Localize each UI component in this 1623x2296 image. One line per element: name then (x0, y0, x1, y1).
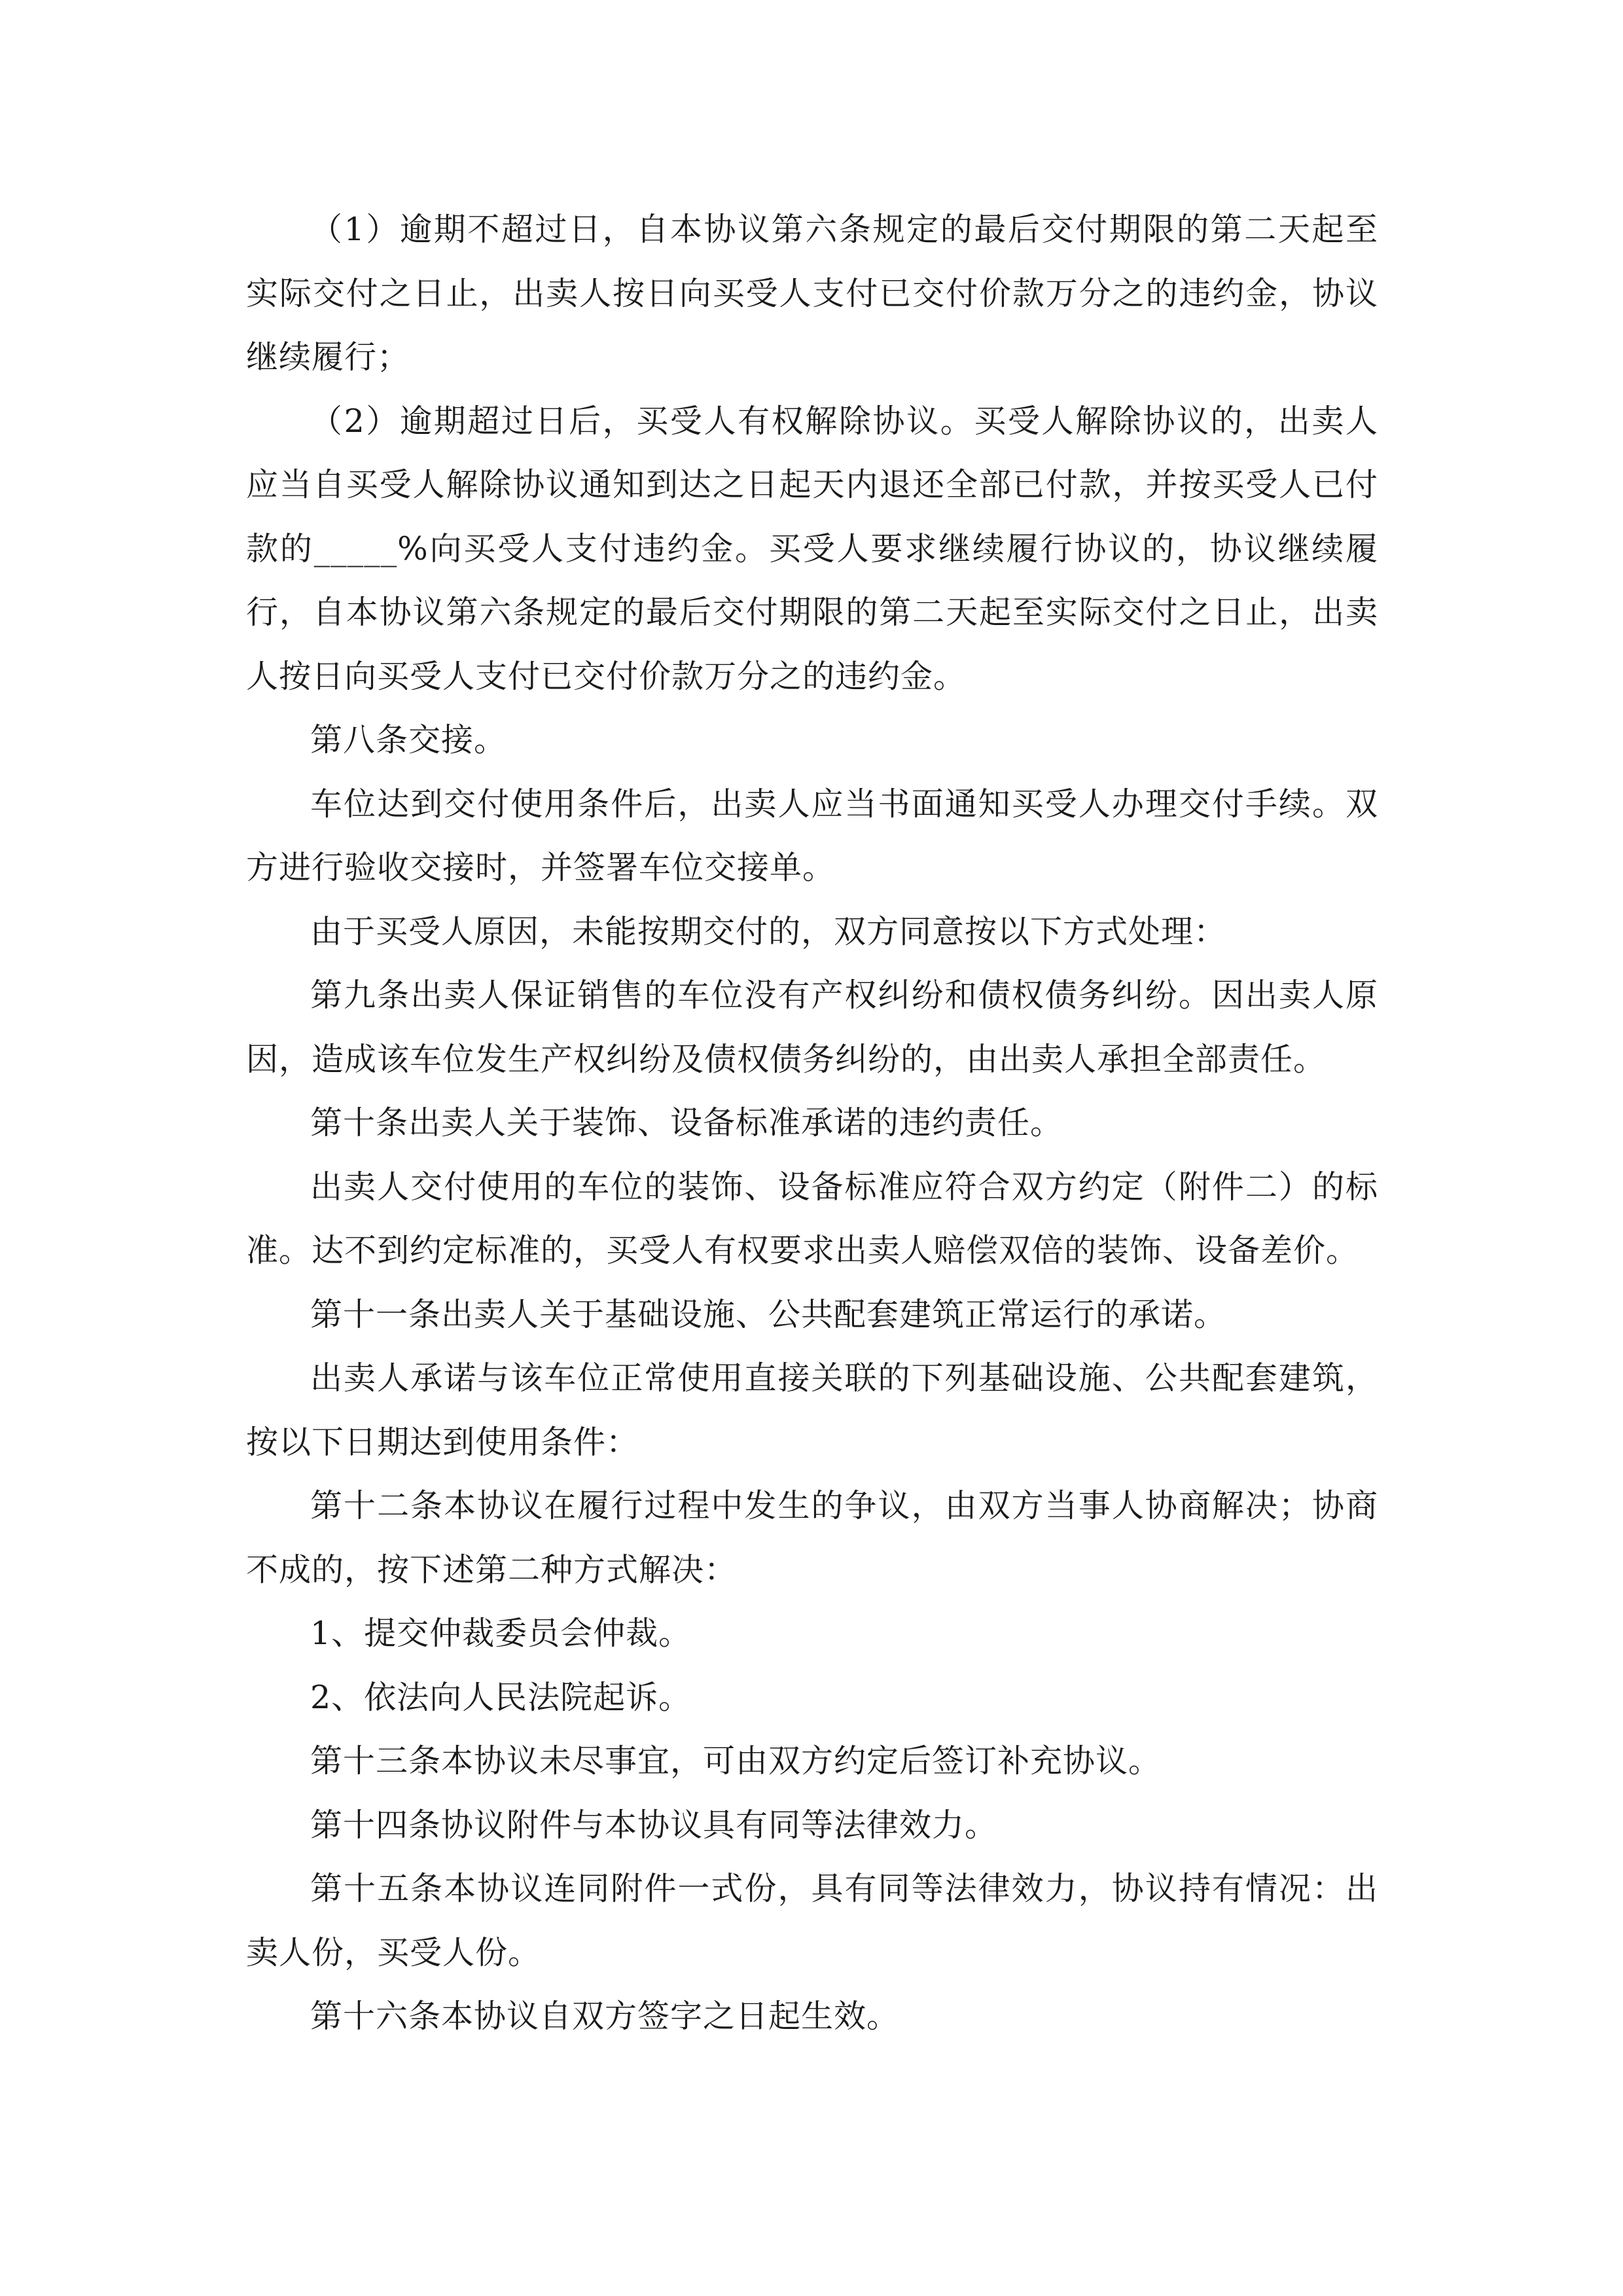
clause-10-heading: 第十条出卖人关于装饰、设备标准承诺的违约责任。 (310, 1104, 1063, 1141)
clause-7-item-1: （1）逾期不超过日，自本协议第六条规定的最后交付期限的第二天起至实际交付之日止，出卖人按日向买受人支付已交付价款万分之的违约金，协议继续履行； (246, 211, 1378, 376)
clause-10-body: 出卖人交付使用的车位的装饰、设备标准应符合双方约定（附件二）的标准。达不到约定标准的，买受人有权要求出卖人赔偿双倍的装饰、设备差价。 (246, 1168, 1378, 1269)
clause-9: 第九条出卖人保证销售的车位没有产权纠纷和债权债务纠纷。因出卖人原因，造成该车位发生产权纠纷及债权债务纠纷的，由出卖人承担全部责任。 (246, 977, 1378, 1078)
clause-7-item-2: （2）逾期超过日后，买受人有权解除协议。买受人解除协议的，出卖人应当自买受人解除协议通知到达之日起天内退还全部已付款，并按买受人已付款的_____%向买受人支付违约金。买受人要求继续履行协议的，协议继续履行，自本协议第六条规定的最后交付期限的第二天起至实际交付之日止，出卖人按日向买受人支付已交付价款万分之的违约金。 (246, 402, 1378, 695)
clause-8-heading: 第八条交接。 (310, 721, 507, 759)
document-body (246, 198, 1378, 2049)
clause-12-option-1: 1、提交仲裁委员会仲裁。 (310, 1615, 692, 1652)
clause-16: 第十六条本协议自双方签字之日起生效。 (310, 1998, 900, 2035)
clause-11-body: 出卖人承诺与该车位正常使用直接关联的下列基础设施、公共配套建筑，按以下日期达到使用条件： (246, 1359, 1378, 1461)
clause-8-note: 由于买受人原因，未能按期交付的，双方同意按以下方式处理： (310, 912, 1227, 950)
clause-13: 第十三条本协议未尽事宜，可由双方约定后签订补充协议。 (310, 1742, 1162, 1780)
clause-11-heading: 第十一条出卖人关于基础设施、公共配套建筑正常运行的承诺。 (310, 1295, 1227, 1333)
clause-8-body: 车位达到交付使用条件后，出卖人应当书面通知买受人办理交付手续。双方进行验收交接时，并签署车位交接单。 (246, 785, 1378, 886)
clause-15: 第十五条本协议连同附件一式份，具有同等法律效力，协议持有情况：出卖人份，买受人份。 (246, 1870, 1378, 1971)
clause-12-option-2: 2、依法向人民法院起诉。 (310, 1678, 692, 1716)
clause-14: 第十四条协议附件与本协议具有同等法律效力。 (310, 1806, 998, 1844)
clause-12: 第十二条本协议在履行过程中发生的争议，由双方当事人协商解决；协商不成的，按下述第二种方式解决： (246, 1487, 1378, 1588)
